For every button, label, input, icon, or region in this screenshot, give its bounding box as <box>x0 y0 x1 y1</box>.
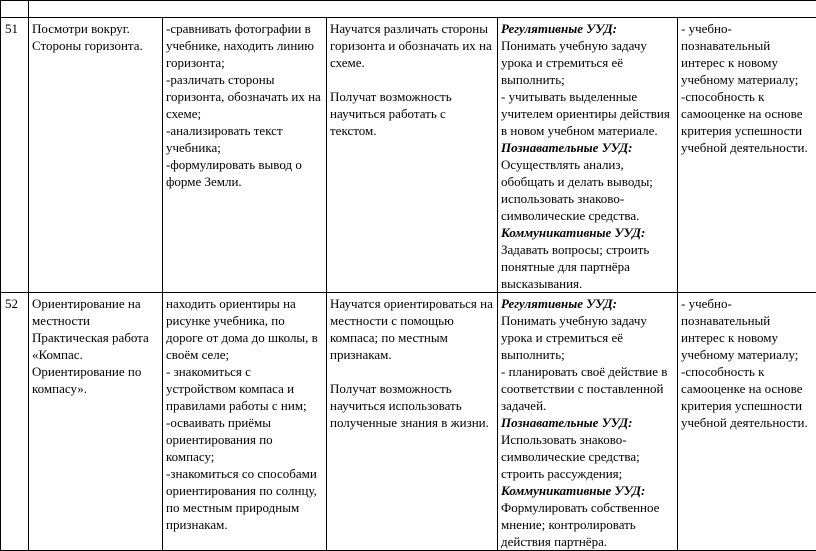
topic-line: Ориентирование на местности <box>32 295 159 329</box>
topic-line: Практическая работа «Компас. Ориентирование по компасу». <box>32 329 159 397</box>
personal-item: - учебно-познавательный интерес к новому учебному материалу; <box>681 295 816 363</box>
activity-item: -осваивать приёмы ориентирования по компасу; <box>166 414 323 465</box>
uud-heading-communicative: Коммуникативные УУД: <box>501 482 674 499</box>
student-activities <box>163 18 327 293</box>
result-item: Научатся различать стороны горизонта и обозначать их на схеме. <box>330 20 494 71</box>
result-item: Получат возможность научиться использовать полученные знания в жизни. <box>330 380 494 431</box>
table-row <box>1 18 816 293</box>
activity-item: -формулировать вывод о форме Земли. <box>166 156 323 190</box>
lesson-topic <box>29 293 163 551</box>
uud-cell <box>498 18 678 293</box>
uud-text: Использовать знаково-символические средства; строить рассуждения; <box>501 431 674 482</box>
header-cell-wide <box>29 1 816 18</box>
personal-item: - учебно-познавательный интерес к новому учебному материалу; <box>681 20 816 88</box>
expected-results <box>327 18 498 293</box>
student-activities <box>163 293 327 551</box>
activity-item: -анализировать текст учебника; <box>166 122 323 156</box>
topic-line: Посмотри вокруг. <box>32 20 159 37</box>
uud-heading-cognitive: Познавательные УУД: <box>501 139 674 156</box>
uud-text: Формулировать собственное мнение; контролировать действия партнёра. <box>501 499 674 550</box>
activity-item: -различать стороны горизонта, обозначать их на схеме; <box>166 71 323 122</box>
expected-results <box>327 293 498 551</box>
lesson-number: 52 <box>1 293 29 551</box>
personal-item: -способность к самооценке на основе критерия успешности учебной деятельности. <box>681 88 816 156</box>
personal-results <box>678 293 816 551</box>
uud-heading-cognitive: Познавательные УУД: <box>501 414 674 431</box>
uud-text: Задавать вопросы; строить понятные для партнёра высказывания. <box>501 241 674 292</box>
activity-item: - знакомиться с устройством компаса и правилами работы с ним; <box>166 363 323 414</box>
uud-cell <box>498 293 678 551</box>
personal-item: -способность к самооценке на основе критерия успешности учебной деятельности. <box>681 363 816 431</box>
header-row <box>1 1 816 18</box>
uud-text: Понимать учебную задачу урока и стремиться её выполнить; <box>501 37 674 88</box>
uud-text: - планировать своё действие в соответствии с поставленной задачей. <box>501 363 674 414</box>
uud-text: - учитывать выделенные учителем ориентиры действия в новом учебном материале. <box>501 88 674 139</box>
result-item: Получат возможность научиться работать с текстом. <box>330 88 494 139</box>
uud-text: Понимать учебную задачу урока и стремиться её выполнить; <box>501 312 674 363</box>
table-row <box>1 293 816 551</box>
uud-text: Осуществлять анализ, обобщать и делать выводы; использовать знаково-символические средства. <box>501 156 674 224</box>
uud-heading-communicative: Коммуникативные УУД: <box>501 224 674 241</box>
uud-heading-regulatory: Регулятивные УУД: <box>501 295 674 312</box>
lesson-topic <box>29 18 163 293</box>
result-item: Научатся ориентироваться на местности с помощью компаса; по местным признакам. <box>330 295 494 363</box>
activity-item: находить ориентиры на рисунке учебника, по дороге от дома до школы, в своём селе; <box>166 295 323 363</box>
lesson-number: 51 <box>1 18 29 293</box>
activity-item: -сравнивать фотографии в учебнике, находить линию горизонта; <box>166 20 323 71</box>
uud-heading-regulatory: Регулятивные УУД: <box>501 20 674 37</box>
header-cell <box>1 1 29 18</box>
topic-line: Стороны горизонта. <box>32 37 159 54</box>
activity-item: -знакомиться со способами ориентирования по солнцу, по местным природным признакам. <box>166 465 323 533</box>
personal-results <box>678 18 816 293</box>
